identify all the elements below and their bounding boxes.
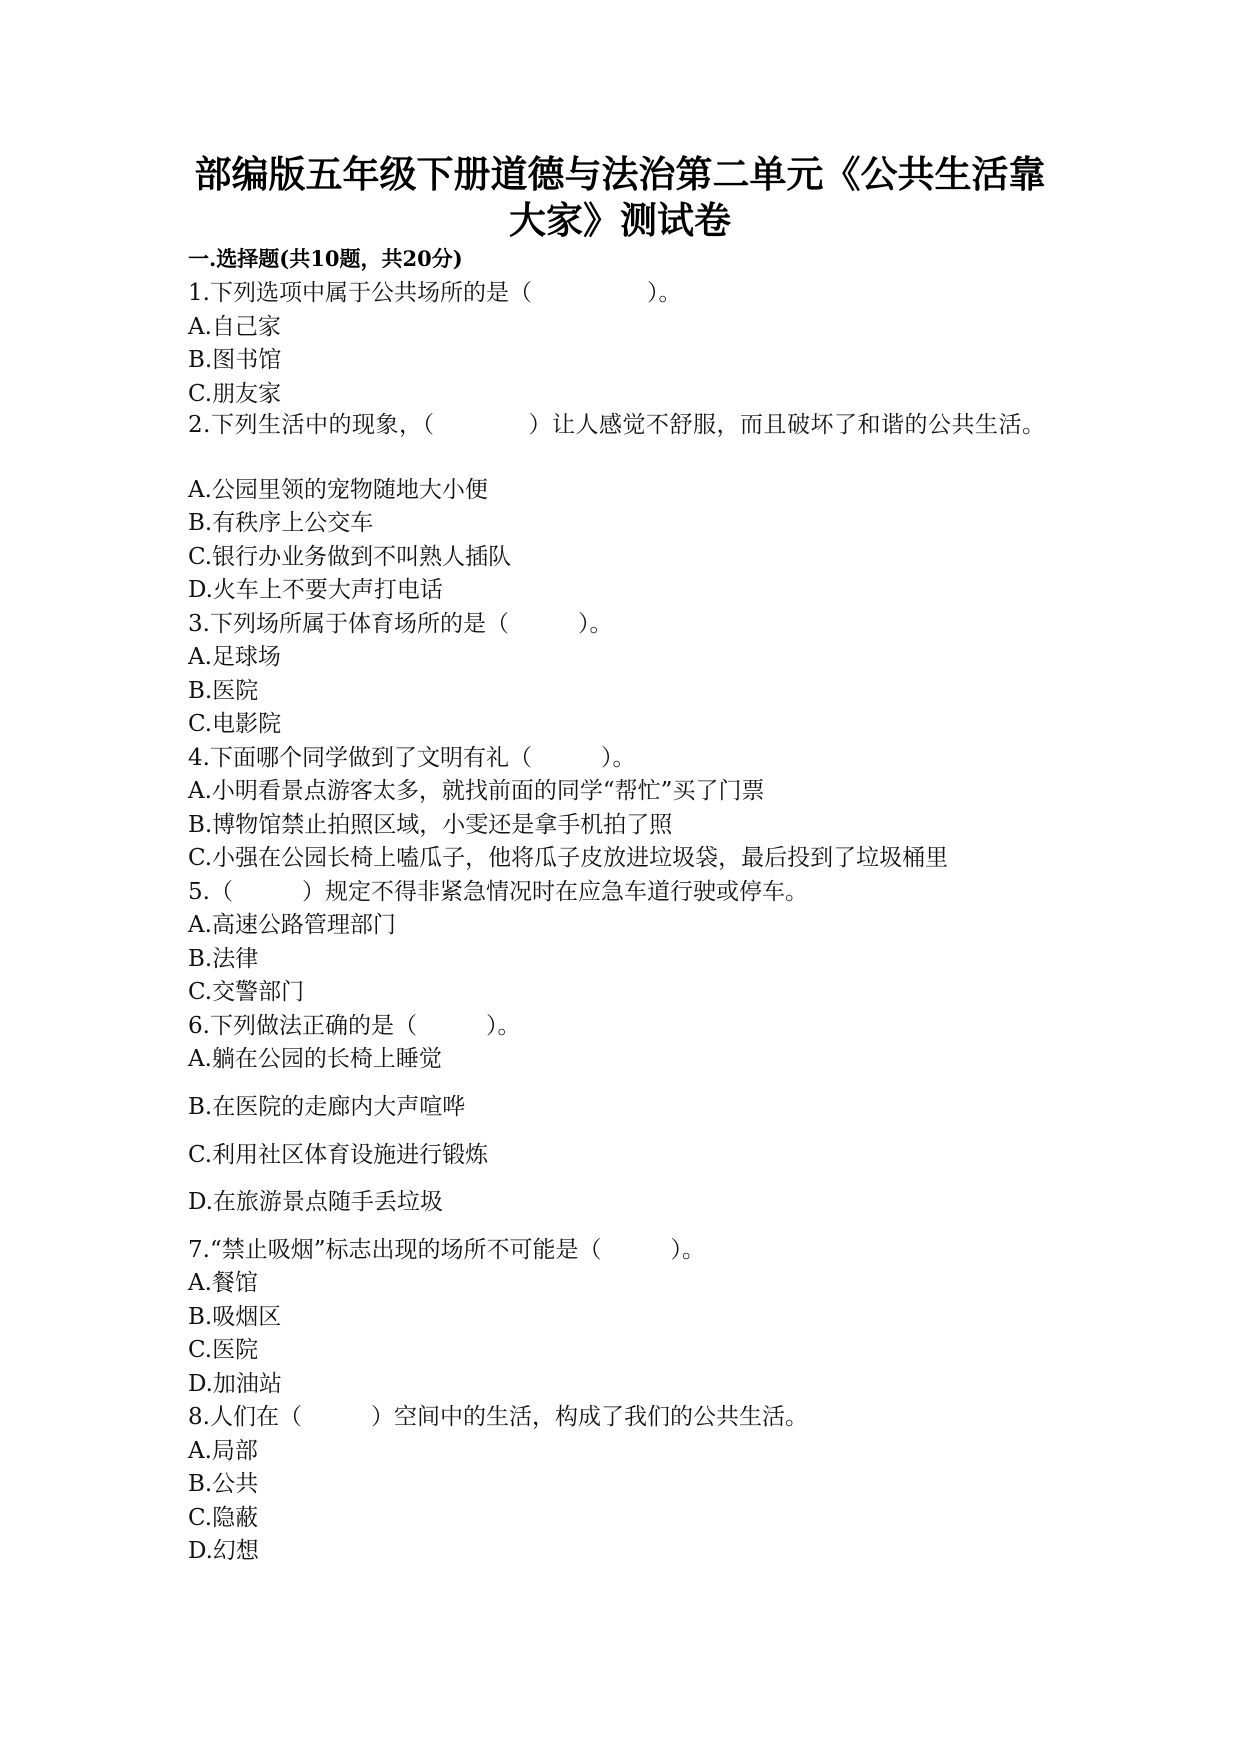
- title-line-2: 大家》测试卷: [509, 198, 731, 242]
- question-5-option-a: A.高速公路管理部门: [188, 912, 396, 938]
- title-line-1: 部编版五年级下册道德与法治第二单元《公共生活靠: [194, 152, 1046, 196]
- question-2-option-a: A.公园里领的宠物随地大小便: [188, 477, 488, 503]
- question-8-option-b: B.公共: [188, 1471, 259, 1497]
- section-heading: 一.选择题(共10题，共20分): [188, 246, 463, 271]
- question-4-option-a: A.小明看景点游客太多，就找前面的同学“帮忙”买了门票: [188, 778, 765, 804]
- question-2-stem: 2.下列生活中的现象，（ ）让人感觉不舒服，而且破坏了和谐的公共生活。: [188, 412, 1046, 438]
- question-6-option-b: B.在医院的走廊内大声喧哗: [188, 1094, 466, 1120]
- question-3-option-c: C.电影院: [188, 711, 282, 737]
- page-title: [150, 154, 1090, 244]
- question-2-option-d: D.火车上不要大声打电话: [188, 577, 443, 603]
- question-7-option-c: C.医院: [188, 1337, 259, 1363]
- question-3-option-b: B.医院: [188, 678, 259, 704]
- question-4-option-c: C.小强在公园长椅上嗑瓜子，他将瓜子皮放进垃圾袋，最后投到了垃圾桶里: [188, 845, 949, 871]
- question-3-option-a: A.足球场: [188, 644, 281, 670]
- question-5-option-c: C.交警部门: [188, 979, 305, 1005]
- question-6-stem: 6.下列做法正确的是（ ）。: [188, 1013, 521, 1039]
- question-5-option-b: B.法律: [188, 946, 259, 972]
- question-7-option-b: B.吸烟区: [188, 1304, 282, 1330]
- question-2-option-c: C.银行办业务做到不叫熟人插队: [188, 544, 512, 570]
- question-1-option-b: B.图书馆: [188, 347, 282, 373]
- question-7-stem: 7.“禁止吸烟”标志出现的场所不可能是（ ）。: [188, 1237, 705, 1263]
- question-2-option-b: B.有秩序上公交车: [188, 510, 374, 536]
- question-1-stem: 1.下列选项中属于公共场所的是（ ）。: [188, 280, 682, 306]
- question-3-stem: 3.下列场所属于体育场所的是（ ）。: [188, 611, 613, 637]
- question-5-stem: 5.（ ）规定不得非紧急情况时在应急车道行驶或停车。: [188, 879, 808, 905]
- question-1-option-c: C.朋友家: [188, 381, 282, 407]
- question-8-option-d: D.幻想: [188, 1538, 259, 1564]
- question-6-option-c: C.利用社区体育设施进行锻炼: [188, 1142, 489, 1168]
- question-8-stem: 8.人们在（ ）空间中的生活，构成了我们的公共生活。: [188, 1404, 808, 1430]
- question-4-option-b: B.博物馆禁止拍照区域，小雯还是拿手机拍了照: [188, 812, 673, 838]
- question-8-option-c: C.隐蔽: [188, 1505, 259, 1531]
- question-4-stem: 4.下面哪个同学做到了文明有礼（ ）。: [188, 745, 636, 771]
- question-6-option-a: A.躺在公园的长椅上睡觉: [188, 1046, 442, 1072]
- question-1-option-a: A.自己家: [188, 314, 281, 340]
- question-7-option-a: A.餐馆: [188, 1270, 258, 1296]
- question-8-option-a: A.局部: [188, 1438, 258, 1464]
- question-7-option-d: D.加油站: [188, 1371, 282, 1397]
- question-6-option-d: D.在旅游景点随手丢垃圾: [188, 1189, 443, 1215]
